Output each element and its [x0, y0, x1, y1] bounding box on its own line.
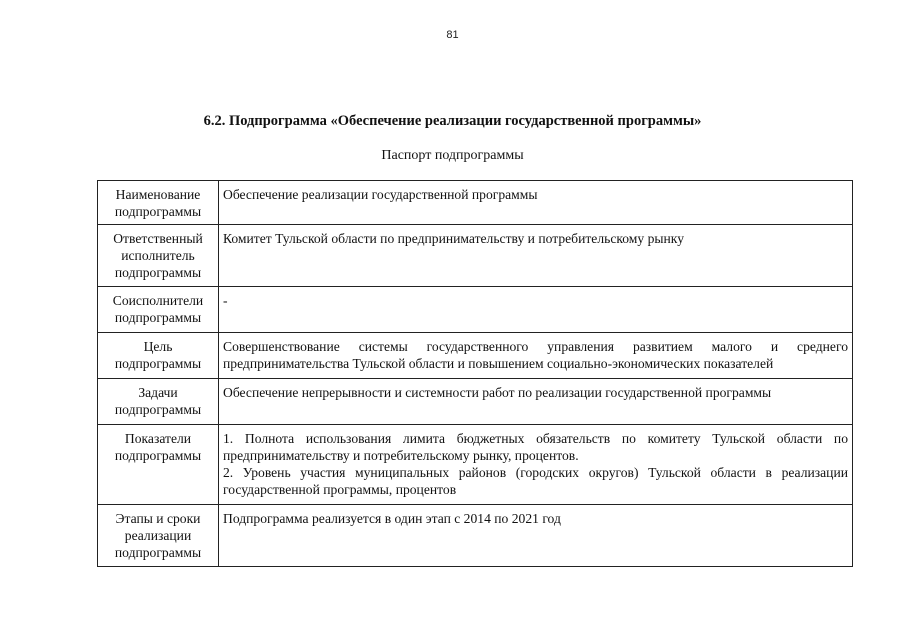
subprogram-passport-table — [97, 180, 853, 567]
row-label: Наименование подпрограммы — [98, 181, 219, 225]
indicator-item: 2. Уровень участия муниципальных районов (городских округов) Тульской области в реализации государственной программы, процентов — [223, 465, 848, 497]
page-number: 81 — [446, 29, 459, 41]
row-value — [219, 425, 853, 505]
row-value: Обеспечение непрерывности и системности работ по реализации государственной программы — [219, 379, 853, 425]
indicator-item: 1. Полнота использования лимита бюджетных обязательств по комитету Тульской области по предпринимательству и потребительскому рынку, процентов. — [223, 431, 848, 463]
table-row-coexecutors — [98, 287, 853, 333]
row-label: Этапы и сроки реализации подпрограммы — [98, 505, 219, 567]
table-row-name — [98, 181, 853, 225]
row-label: Соисполнители подпрограммы — [98, 287, 219, 333]
row-value: - — [219, 287, 853, 333]
table-row-indicators — [98, 425, 853, 505]
row-value: Комитет Тульской области по предпринимательству и потребительскому рынку — [219, 225, 853, 287]
passport-title: Паспорт подпрограммы — [381, 148, 524, 163]
row-value: Подпрограмма реализуется в один этап с 2014 по 2021 год — [219, 505, 853, 567]
table-row-goal — [98, 333, 853, 379]
row-label: Цель подпрограммы — [98, 333, 219, 379]
row-label: Ответственный исполнитель подпрограммы — [98, 225, 219, 287]
row-label: Задачи подпрограммы — [98, 379, 219, 425]
row-label: Показатели подпрограммы — [98, 425, 219, 505]
row-value: Совершенствование системы государственного управления развитием малого и среднего предпринимательства Тульской области и повышением социально-экономических показателей — [219, 333, 853, 379]
table-row-responsible — [98, 225, 853, 287]
subprogram-heading: 6.2. Подпрограмма «Обеспечение реализации государственной программы» — [203, 113, 702, 129]
table-row-tasks — [98, 379, 853, 425]
row-value: Обеспечение реализации государственной программы — [219, 181, 853, 225]
table-row-stages — [98, 505, 853, 567]
